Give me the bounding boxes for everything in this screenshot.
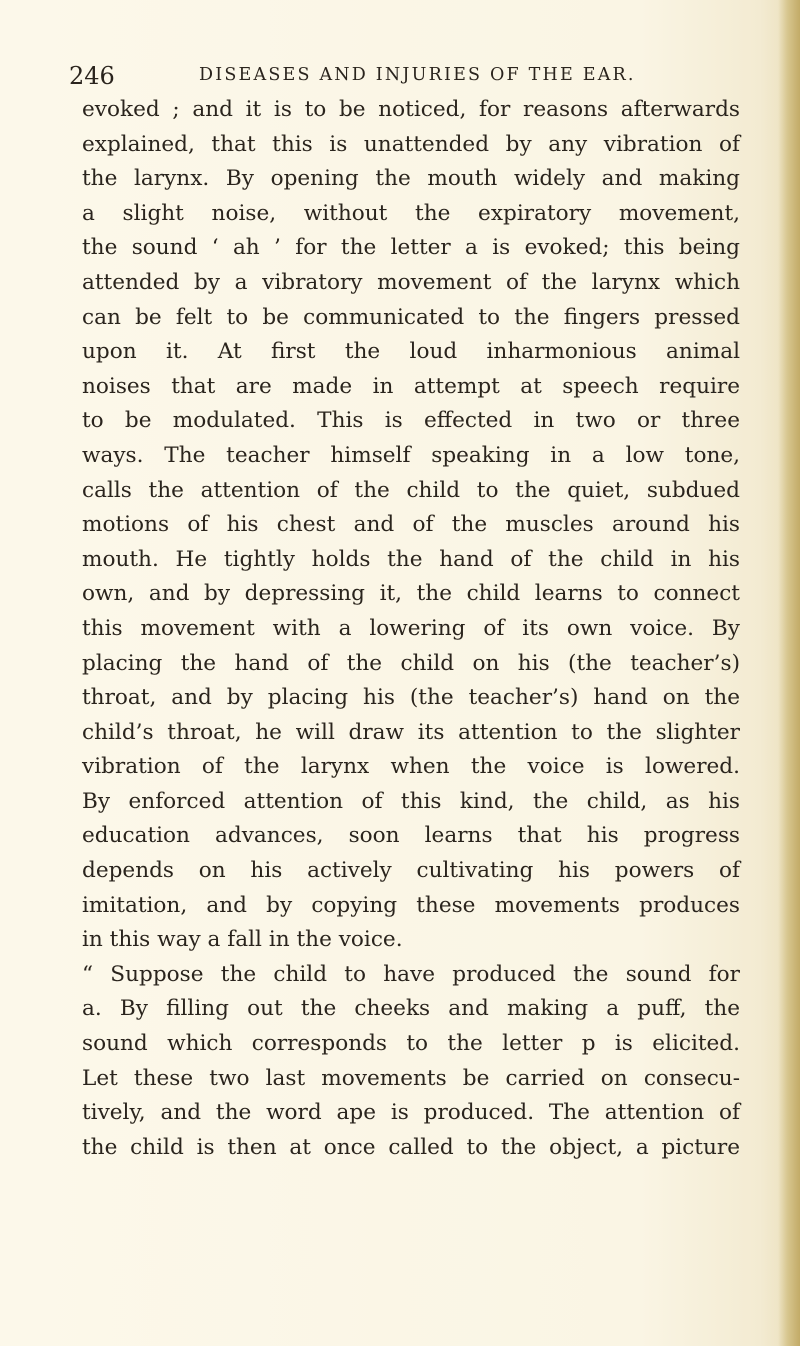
text-line: own, and by depressing it, the child learns to connect bbox=[82, 581, 740, 607]
text-line: vibration of the larynx when the voice is lowered. bbox=[82, 754, 740, 780]
running-head: DISEASES AND INJURIES OF THE EAR. bbox=[199, 65, 636, 85]
text-line: sound which corresponds to the letter p is elicited. bbox=[82, 1031, 740, 1057]
text-line: explained, that this is unattended by any vibration of bbox=[82, 131, 740, 157]
text-line: ways. The teacher himself speaking in a low tone, bbox=[82, 442, 740, 468]
text-line: By enforced attention of this kind, the child, as his bbox=[82, 788, 740, 814]
text-line: calls the attention of the child to the quiet, subdued bbox=[82, 477, 740, 503]
text-line: imitation, and by copying these movements produces bbox=[82, 892, 740, 918]
text-line: education advances, soon learns that his progress bbox=[82, 823, 740, 849]
body-text bbox=[82, 93, 740, 1165]
text-line: tively, and the word ape is produced. The attention of bbox=[82, 1100, 740, 1126]
text-line: this movement with a lowering of its own voice. By bbox=[82, 615, 740, 641]
text-line: “ Suppose the child to have produced the sound for bbox=[82, 961, 740, 987]
text-line: attended by a vibratory movement of the larynx which bbox=[82, 269, 740, 295]
text-line: the child is then at once called to the object, a picture bbox=[82, 1134, 740, 1160]
page-header bbox=[69, 58, 649, 88]
text-line: throat, and by placing his (the teacher’s) hand on the bbox=[82, 685, 740, 711]
text-line: motions of his chest and of the muscles around his bbox=[82, 512, 740, 538]
text-line: upon it. At first the loud inharmonious animal bbox=[82, 339, 740, 365]
text-line: can be felt to be communicated to the fingers pressed bbox=[82, 304, 740, 330]
text-line: in this way a fall in the voice. bbox=[82, 927, 403, 953]
text-line: the sound ‘ ah ’ for the letter a is evoked; this being bbox=[82, 235, 740, 261]
text-line: depends on his actively cultivating his powers of bbox=[82, 858, 740, 884]
text-line: child’s throat, he will draw its attention to the slighter bbox=[82, 719, 740, 745]
page-number: 246 bbox=[69, 62, 115, 90]
page-edge-shadow bbox=[778, 0, 800, 1346]
text-line: a slight noise, without the expiratory movement, bbox=[82, 200, 740, 226]
text-line: mouth. He tightly holds the hand of the child in his bbox=[82, 546, 740, 572]
text-line: Let these two last movements be carried on consecu- bbox=[82, 1065, 740, 1091]
text-line: noises that are made in attempt at speech require bbox=[82, 373, 740, 399]
text-line: the larynx. By opening the mouth widely and making bbox=[82, 166, 740, 192]
text-line: a. By filling out the cheeks and making a puff, the bbox=[82, 996, 740, 1022]
text-line: evoked ; and it is to be noticed, for reasons afterwards bbox=[82, 97, 740, 122]
text-line: placing the hand of the child on his (the teacher’s) bbox=[82, 650, 740, 676]
text-line: to be modulated. This is effected in two or three bbox=[82, 408, 740, 434]
